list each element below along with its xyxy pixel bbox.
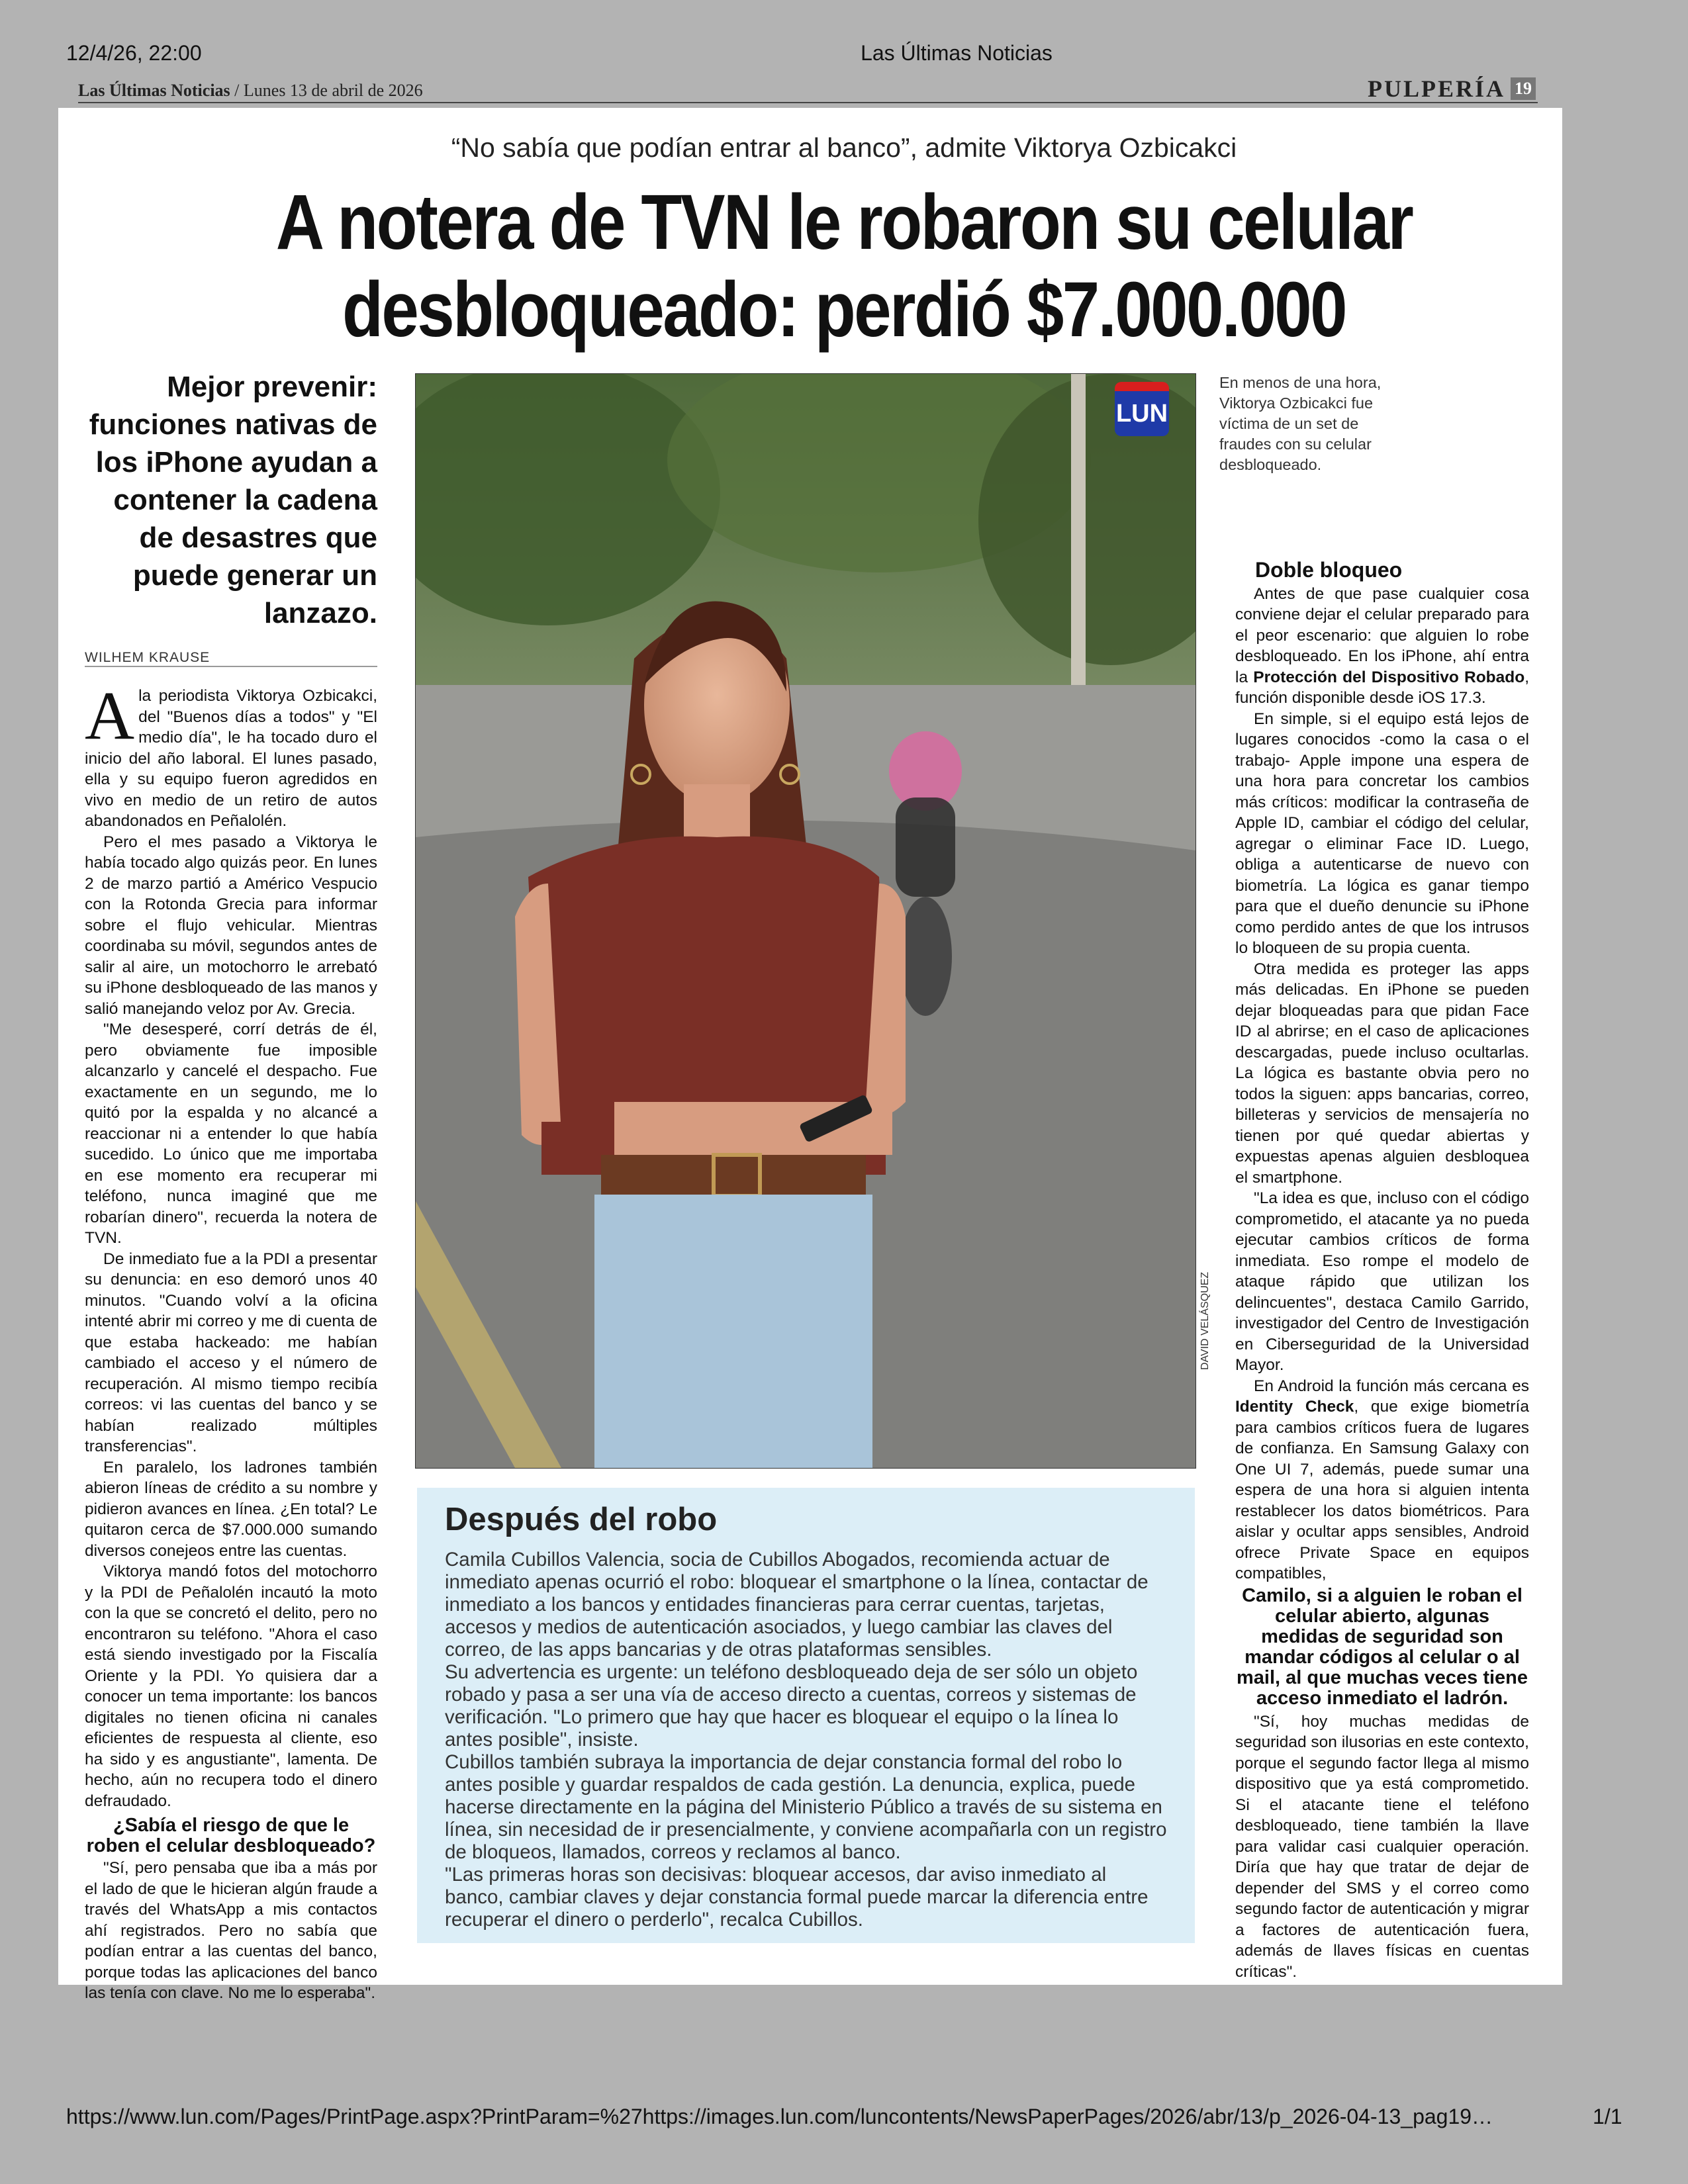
article-photo: [415, 373, 1196, 1469]
print-page-title: Las Últimas Noticias: [861, 41, 1053, 65]
subhead-doble-bloqueo: Doble bloqueo: [1255, 558, 1403, 582]
right-column: [1235, 560, 1529, 1982]
byline-rule: [85, 666, 377, 667]
paragraph: "La idea es que, incluso con el código comprometido, el atacante ya no pueda ejecutar cambios críticos de forma inmediata. Eso rompe el modelo de ataque rápido que utilizan los delincuentes", destaca Camilo Garrido, investigador del Centro de Investigación en Ciberseguridad de la Universidad Mayor.: [1235, 1189, 1529, 1374]
sidebar-title: Después del robo: [445, 1502, 718, 1537]
interview-question: ¿Sabía el riesgo de que le roben el celular desbloqueado?: [86, 1815, 376, 1856]
paragraph: De inmediato fue a la PDI a presentar su denuncia: en eso demoró unos 40 minutos. "Cuando volví a la oficina intenté abrir mi correo y me di cuenta de que estaba hackeado: me habían cambiado el acceso y el número de recuperación. Al mismo tiempo recibía correos: vi las cuentas del banco y se habían realizado múltiples transferencias".: [85, 1250, 377, 1455]
sidebar-paragraph: Camila Cubillos Valencia, socia de Cubillos Abogados, recomienda actuar de inmediato apenas ocurrió el robo: bloquear el smartphone o la línea, contactar de inmediato a los bancos y entidades financieras para cerrar cuentas, tarjetas, accesos y medios de autenticación asociados, y luego cambiar las claves del correo, de las apps bancarias y de otras plataformas sensibles.: [445, 1549, 1149, 1661]
headline-line-2: desbloqueado: perdió $7.000.000: [342, 266, 1346, 353]
publication-bar: [78, 81, 423, 101]
photo-caption: En menos de una hora, Viktorya Ozbicakci fue víctima de un set de fraudes con su celular desbloqueado.: [1219, 374, 1382, 473]
paragraph: En simple, si el equipo está lejos de lugares conocidos -como la casa o el trabajo- Apple impone una espera de una hora para concretar los cambios más críticos: modificar la contraseña de Apple ID, cambiar el código del celular, agregar o eliminar Face ID. Luego, obliga a autenticarse de nuevo con biometría. La lógica es ganar tiempo para que el dueño denuncie su iPhone como perdido antes de que los intrusos lo bloqueen de su propia cuenta.: [1235, 709, 1529, 957]
section-label: [1368, 75, 1536, 103]
paper-date: / Lunes 13 de abril de 2026: [230, 81, 423, 100]
paragraph: En Android la función más cercana es Identity Check, que exige biometría para cambios críticos fuera de lugares de confianza. En Samsung Galaxy con One UI 7, además, puede sumar una espera de una hora si alguien intenta restablecer los datos biométricos. Para aislar y ocultar apps sensibles, Android ofrece Private Space en equipos compatibles,: [1235, 1377, 1529, 1582]
print-page-count: 1/1: [1593, 2105, 1622, 2128]
article-deck: Mejor prevenir: funciones nativas de los iPhone ayudan a contener la cadena de desastres que puede generar un lanzazo.: [89, 371, 377, 629]
paragraph: "Sí, pero pensaba que iba a más por el lado de que le hicieran algún fraude a través del WhatsApp a mis contactos ahí registrados. Pero no sabía que podían entrar a las cuentas del banco, porque todas las aplicaciones del banco las tenía con clave. No me lo esperaba".: [85, 1859, 377, 2002]
article-kicker: “No sabía que podían entrar al banco”, admite Viktorya Ozbicakci: [451, 132, 1237, 163]
photo-illustration: [416, 374, 1196, 1468]
headline-line-1: A notera de TVN le robaron su celular: [275, 179, 1413, 266]
paragraph: Otra medida es proteger las apps más delicadas. En iPhone se pueden dejar bloqueadas para que pidan Face ID al abrirse; en el caso de aplicaciones descargadas, puede incluso ocultarlas. La lógica es bastante obvia pero no todos la siguen: apps bancarias, correo, billeteras y servicios de mensajería no tienen por qué quedar abiertas y expuestas apenas alguien desbloquea el smartphone.: [1235, 960, 1529, 1187]
print-url: https://www.lun.com/Pages/PrintPage.aspx?PrintParam=%27https://images.lun.com/luncontents/NewsPaperPages/2026/abr/13/p_2026-04-13_pag19…: [66, 2105, 1493, 2128]
paragraph: Antes de que pase cualquier cosa conviene dejar el celular preparado para el peor escenario: que alguien lo robe desbloqueado. En los iPhone, ahí entra la Protección del Dispositivo Robado, función disponible desde iOS 17.3.: [1235, 584, 1529, 707]
sidebar-paragraph: Su advertencia es urgente: un teléfono desbloqueado deja de ser sólo un objeto robado y pasa a ser una vía de acceso directo a cuentas, correos y sistemas de verificación. "Lo primero que hay que hacer es bloquear el equipo o la línea lo antes posible", insiste.: [445, 1661, 1138, 1751]
section-name: PULPERÍA: [1367, 75, 1505, 102]
byline: WILHEM KRAUSE: [85, 650, 211, 665]
sidebar-body: [445, 1549, 1170, 1931]
print-datetime: 12/4/26, 22:00: [66, 41, 202, 65]
lun-logo: LUN: [1115, 382, 1169, 436]
left-column: [85, 678, 377, 2004]
paper-name: Las Últimas Noticias: [78, 81, 230, 100]
paragraph: Viktorya mandó fotos del motochorro y la PDI de Peñalolén incautó la moto con la que se concretó el delito, pero no encontraron su teléfono. "Ahora el caso está siendo investigado por la Fiscalía Oriente y la PDI. Yo quisiera dar a conocer un tema importante: los bancos digitales no tienen oficina ni canales eficientes de respuesta al cliente, eso ha sido y es angustiante", lamenta. De hecho, aún no recupera todo el dinero defraudado.: [85, 1563, 377, 1810]
interview-question: Camilo, si a alguien le roban el celular abierto, algunas medidas de seguridad son mandar códigos al celular o al mail, al que muchas veces tiene acceso inmediato el ladrón.: [1236, 1584, 1528, 1709]
photo-credit: DAVID VELÁSQUEZ: [1199, 1271, 1211, 1370]
paragraph: "Sí, hoy muchas medidas de seguridad son ilusorias en este contexto, porque el segundo factor llega al mismo dispositivo que ya está comprometido. Si el atacante tiene el teléfono desbloqueado, tiene también la llave para validar casi cualquier operación. Diría que hay que tratar de dejar de depender del SMS y el correo como segundo factor de autenticación y migrar a factores de autenticación fuera, además de llaves físicas en cuentas críticas".: [1235, 1712, 1529, 1981]
drop-cap: A: [85, 678, 135, 754]
paragraph: "Me desesperé, corrí detrás de él, pero obviamente fue imposible alcanzarlo y cancelé el despacho. Fue exactamente en un segundo, me lo quitó por la espalda y no alcancé a reaccionar ni a entender lo que había sucedido. Lo único que me importaba en ese momento era recuperar mi teléfono, nunca imaginé que me robarían dinero", recuerda la notera de TVN.: [85, 1021, 377, 1247]
page-number: 19: [1511, 77, 1536, 100]
paragraph: En paralelo, los ladrones también abieron líneas de crédito a su nombre y pidieron avances en línea. ¿En total? Le quitaron cerca de $7.000.000 sumando diversos conejeos entre las cuentas.: [85, 1458, 377, 1560]
header-rule: [78, 102, 1538, 103]
sidebar-paragraph: "Las primeras horas son decisivas: bloquear accesos, dar aviso inmediato al banco, cambiar claves y dejar constancia formal puede marcar la diferencia entre recuperar el dinero o perderlo", recalca Cubillos.: [445, 1864, 1149, 1931]
sidebar-paragraph: Cubillos también subraya la importancia de dejar constancia formal del robo lo antes posible y guardar respaldos de cada gestión. La denuncia, explica, puede hacerse directamente en la página del Ministerio Público a través de su sistema en línea, sin necesidad de ir presencialmente, y conviene acompañarla con un registro de bloqueos, llamados, correos y reclamos al banco.: [445, 1751, 1167, 1863]
paragraph: A la periodista Viktorya Ozbicakci, del "Buenos días a todos" y "El medio día", le ha tocado duro el inicio del año laboral. El lunes pasado, ella y su equipo fueron agredidos en vivo en medio de un retiro de autos abandonados en Peñalolén.: [85, 678, 377, 830]
paragraph: Pero el mes pasado a Viktorya le había tocado algo quizás peor. En lunes 2 de marzo partió a Américo Vespucio con la Rotonda Grecia para informar sobre el flujo vehicular. Mientras coordinaba su móvil, segundos antes de salir al aire, un motochorro le arrebató su iPhone desbloqueado de las manos y salió manejando veloz por Av. Grecia.: [85, 833, 377, 1018]
sidebar-box: [417, 1488, 1195, 1943]
article-headline: [232, 179, 1456, 353]
